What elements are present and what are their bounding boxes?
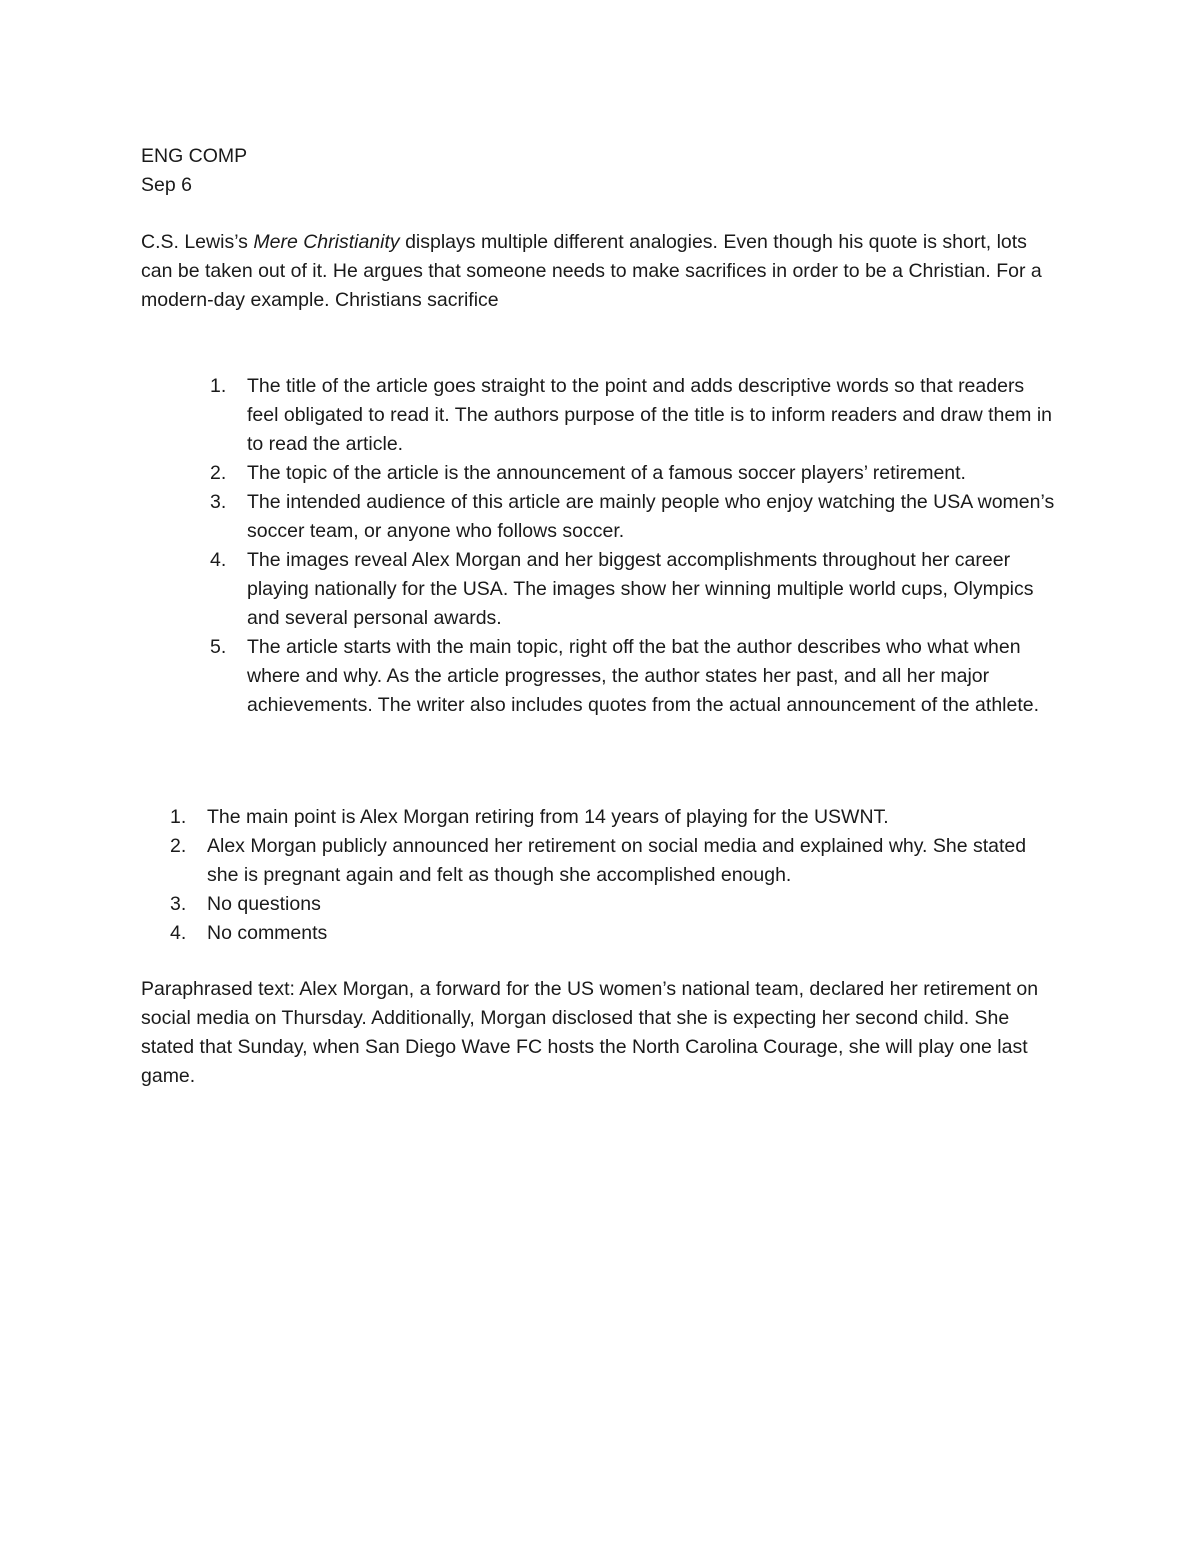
list-item-number: 3. (210, 491, 227, 513)
list-item-number: 2. (170, 835, 187, 857)
list-item (210, 633, 1060, 720)
paraphrased-paragraph (141, 975, 1056, 1091)
list-item-text: The images reveal Alex Morgan and her biggest accomplishments throughout her career playing nationally for the USA. The images show her winning multiple world cups, Olympics and several personal awards. (247, 549, 1034, 629)
list-item-number: 5. (210, 636, 227, 658)
main-point-list (170, 803, 1060, 948)
book-title: Mere Christianity (253, 231, 400, 253)
list-item (210, 459, 1060, 488)
list-item (170, 803, 1060, 832)
paraphrased-text: Paraphrased text: Alex Morgan, a forward for the US women’s national team, declared her retirement on social media on Thursday. Additionally, Morgan disclosed that she is expecting her second child. She stated that Sunday, when San Diego Wave FC hosts the North Carolina Courage, she will play one last game. (141, 978, 1039, 1087)
document-date: Sep 6 (141, 174, 192, 196)
intro-body-text: displays multiple different analogies. Even though his quote is short, lots can be taken out of it. He argues that someone needs to make sacrifices in order to be a Christian. For a modern-day example. Christians sacrifice (141, 231, 1042, 311)
list-item-text: Alex Morgan publicly announced her retirement on social media and explained why. She stated she is pregnant again and felt as though she accomplished enough. (207, 835, 1027, 886)
list-item-text: No questions (207, 893, 321, 915)
intro-lead-text: C.S. Lewis’s (141, 231, 254, 253)
list-item-number: 1. (210, 375, 227, 397)
list-item (210, 488, 1060, 546)
article-analysis-list (210, 372, 1060, 720)
list-item-number: 3. (170, 893, 187, 915)
list-item (170, 890, 1060, 919)
list-item-text: The article starts with the main topic, right off the bat the author describes who what when where and why. As the article progresses, the author states her past, and all her major achievements. The writer also includes quotes from the actual announcement of the athlete. (247, 636, 1040, 716)
list-item (170, 832, 1060, 890)
intro-paragraph (141, 228, 1056, 315)
list-item-text: The intended audience of this article are mainly people who enjoy watching the USA women’s soccer team, or anyone who follows soccer. (247, 491, 1055, 542)
list-item (210, 546, 1060, 633)
list-item-text: No comments (207, 922, 328, 944)
list-item-number: 2. (210, 462, 227, 484)
list-item-text: The main point is Alex Morgan retiring from 14 years of playing for the USWNT. (207, 806, 889, 828)
list-item-number: 4. (170, 922, 187, 944)
list-item (170, 919, 1060, 948)
list-item-number: 4. (210, 549, 227, 571)
list-item (210, 372, 1060, 459)
list-item-text: The topic of the article is the announcement of a famous soccer players’ retirement. (247, 462, 966, 484)
list-item-number: 1. (170, 806, 187, 828)
course-name: ENG COMP (141, 145, 248, 167)
list-item-text: The title of the article goes straight to the point and adds descriptive words so that readers feel obligated to read it. The authors purpose of the title is to inform readers and draw them in to read the article. (247, 375, 1053, 455)
